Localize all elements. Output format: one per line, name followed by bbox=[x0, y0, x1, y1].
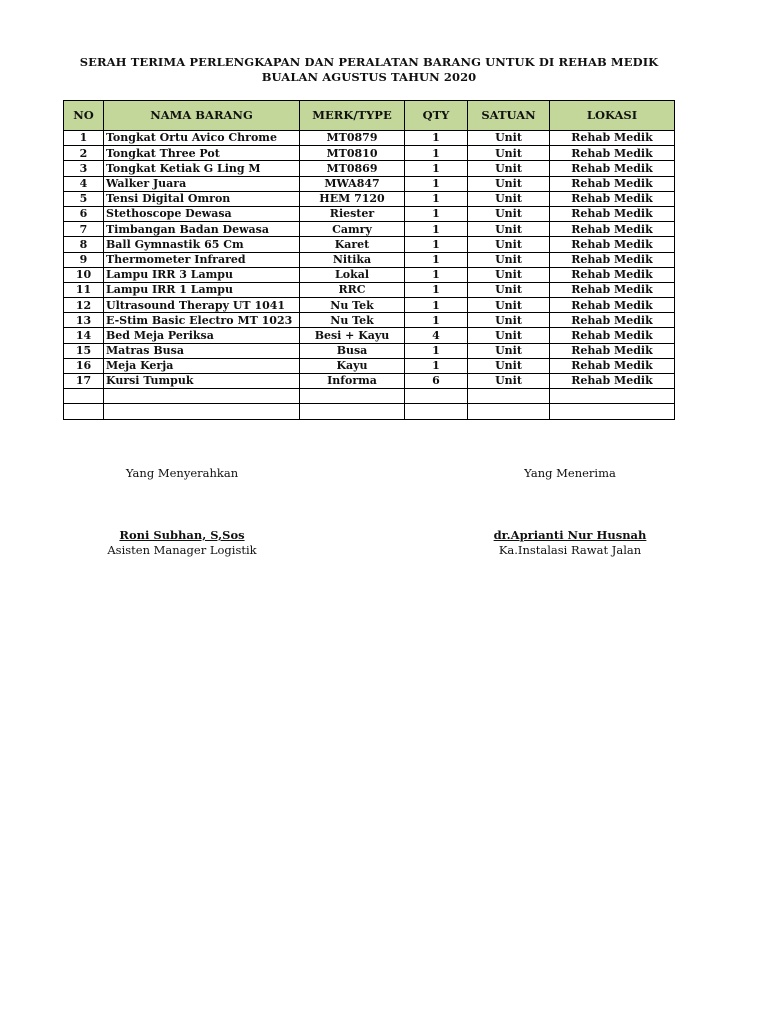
cell-nama-barang: Tongkat Ortu Avico Chrome bbox=[104, 131, 300, 146]
empty-cell bbox=[468, 389, 550, 404]
cell-satuan: Unit bbox=[468, 131, 550, 146]
cell-satuan: Unit bbox=[468, 343, 550, 358]
cell-qty: 1 bbox=[405, 146, 468, 161]
cell-lokasi: Rehab Medik bbox=[550, 161, 675, 176]
empty-cell bbox=[300, 404, 405, 419]
cell-no: 16 bbox=[64, 358, 104, 373]
table-header-row bbox=[64, 101, 675, 131]
cell-merk-type: Lokal bbox=[300, 267, 405, 282]
cell-lokasi: Rehab Medik bbox=[550, 358, 675, 373]
cell-lokasi: Rehab Medik bbox=[550, 146, 675, 161]
cell-lokasi: Rehab Medik bbox=[550, 131, 675, 146]
empty-cell bbox=[104, 389, 300, 404]
cell-lokasi: Rehab Medik bbox=[550, 282, 675, 297]
cell-no: 4 bbox=[64, 176, 104, 191]
cell-no: 6 bbox=[64, 206, 104, 221]
table-row bbox=[64, 282, 675, 297]
cell-no: 1 bbox=[64, 131, 104, 146]
cell-qty: 1 bbox=[405, 237, 468, 252]
cell-merk-type: Nu Tek bbox=[300, 313, 405, 328]
document-title: SERAH TERIMA PERLENGKAPAN DAN PERALATAN BARANG UNTUK DI REHAB MEDIK bbox=[79, 55, 659, 69]
cell-satuan: Unit bbox=[468, 313, 550, 328]
cell-satuan: Unit bbox=[468, 191, 550, 206]
cell-nama-barang: Stethoscope Dewasa bbox=[104, 206, 300, 221]
cell-merk-type: MT0810 bbox=[300, 146, 405, 161]
cell-merk-type: MT0879 bbox=[300, 131, 405, 146]
cell-merk-type: RRC bbox=[300, 282, 405, 297]
cell-lokasi: Rehab Medik bbox=[550, 267, 675, 282]
cell-nama-barang: Ultrasound Therapy UT 1041 bbox=[104, 298, 300, 313]
cell-qty: 6 bbox=[405, 374, 468, 389]
cell-nama-barang: Matras Busa bbox=[104, 343, 300, 358]
cell-no: 12 bbox=[64, 298, 104, 313]
cell-nama-barang: Tongkat Three Pot bbox=[104, 146, 300, 161]
header-satuan: SATUAN bbox=[468, 101, 550, 131]
empty-cell bbox=[64, 404, 104, 419]
cell-nama-barang: Lampu IRR 1 Lampu bbox=[104, 282, 300, 297]
cell-qty: 1 bbox=[405, 131, 468, 146]
empty-cell bbox=[300, 389, 405, 404]
cell-lokasi: Rehab Medik bbox=[550, 298, 675, 313]
cell-qty: 1 bbox=[405, 222, 468, 237]
empty-cell bbox=[550, 404, 675, 419]
empty-table-row bbox=[64, 404, 675, 419]
cell-nama-barang: Thermometer Infrared bbox=[104, 252, 300, 267]
cell-qty: 1 bbox=[405, 313, 468, 328]
cell-satuan: Unit bbox=[468, 282, 550, 297]
left-signer-position: Asisten Manager Logistik bbox=[107, 543, 257, 557]
cell-lokasi: Rehab Medik bbox=[550, 176, 675, 191]
cell-no: 11 bbox=[64, 282, 104, 297]
cell-satuan: Unit bbox=[468, 267, 550, 282]
empty-cell bbox=[550, 389, 675, 404]
cell-satuan: Unit bbox=[468, 374, 550, 389]
table-body bbox=[64, 131, 675, 420]
cell-satuan: Unit bbox=[468, 206, 550, 221]
cell-nama-barang: E-Stim Basic Electro MT 1023 bbox=[104, 313, 300, 328]
empty-cell bbox=[405, 389, 468, 404]
empty-cell bbox=[405, 404, 468, 419]
header-qty: QTY bbox=[405, 101, 468, 131]
cell-satuan: Unit bbox=[468, 176, 550, 191]
left-signer-role: Yang Menyerahkan bbox=[125, 466, 239, 480]
empty-cell bbox=[104, 404, 300, 419]
right-signer-role: Yang Menerima bbox=[524, 466, 616, 480]
cell-lokasi: Rehab Medik bbox=[550, 313, 675, 328]
items-table bbox=[63, 100, 675, 420]
cell-nama-barang: Tongkat Ketiak G Ling M bbox=[104, 161, 300, 176]
cell-satuan: Unit bbox=[468, 161, 550, 176]
empty-table-row bbox=[64, 389, 675, 404]
cell-qty: 1 bbox=[405, 298, 468, 313]
cell-no: 2 bbox=[64, 146, 104, 161]
cell-merk-type: Riester bbox=[300, 206, 405, 221]
cell-qty: 1 bbox=[405, 176, 468, 191]
cell-merk-type: Busa bbox=[300, 343, 405, 358]
empty-cell bbox=[64, 389, 104, 404]
table-row bbox=[64, 374, 675, 389]
cell-no: 9 bbox=[64, 252, 104, 267]
cell-no: 13 bbox=[64, 313, 104, 328]
right-signer-name: dr.Aprianti Nur Husnah bbox=[493, 528, 647, 542]
table-row bbox=[64, 176, 675, 191]
cell-satuan: Unit bbox=[468, 237, 550, 252]
cell-satuan: Unit bbox=[468, 222, 550, 237]
table-row bbox=[64, 131, 675, 146]
table-row bbox=[64, 358, 675, 373]
cell-qty: 4 bbox=[405, 328, 468, 343]
cell-qty: 1 bbox=[405, 267, 468, 282]
cell-qty: 1 bbox=[405, 282, 468, 297]
cell-lokasi: Rehab Medik bbox=[550, 328, 675, 343]
table-row bbox=[64, 222, 675, 237]
cell-no: 5 bbox=[64, 191, 104, 206]
cell-qty: 1 bbox=[405, 161, 468, 176]
table-row bbox=[64, 237, 675, 252]
cell-qty: 1 bbox=[405, 343, 468, 358]
cell-merk-type: Kayu bbox=[300, 358, 405, 373]
cell-merk-type: Nitika bbox=[300, 252, 405, 267]
cell-nama-barang: Walker Juara bbox=[104, 176, 300, 191]
cell-lokasi: Rehab Medik bbox=[550, 206, 675, 221]
cell-qty: 1 bbox=[405, 358, 468, 373]
cell-satuan: Unit bbox=[468, 146, 550, 161]
cell-lokasi: Rehab Medik bbox=[550, 191, 675, 206]
cell-satuan: Unit bbox=[468, 358, 550, 373]
cell-nama-barang: Bed Meja Periksa bbox=[104, 328, 300, 343]
cell-lokasi: Rehab Medik bbox=[550, 343, 675, 358]
empty-cell bbox=[468, 404, 550, 419]
header-no: NO bbox=[64, 101, 104, 131]
table-row bbox=[64, 206, 675, 221]
table-row bbox=[64, 146, 675, 161]
cell-no: 3 bbox=[64, 161, 104, 176]
cell-nama-barang: Kursi Tumpuk bbox=[104, 374, 300, 389]
cell-merk-type: HEM 7120 bbox=[300, 191, 405, 206]
cell-merk-type: Camry bbox=[300, 222, 405, 237]
table-row bbox=[64, 313, 675, 328]
table-row bbox=[64, 343, 675, 358]
cell-merk-type: MWA847 bbox=[300, 176, 405, 191]
cell-no: 10 bbox=[64, 267, 104, 282]
cell-lokasi: Rehab Medik bbox=[550, 374, 675, 389]
cell-merk-type: Nu Tek bbox=[300, 298, 405, 313]
cell-lokasi: Rehab Medik bbox=[550, 252, 675, 267]
table-row bbox=[64, 298, 675, 313]
cell-no: 7 bbox=[64, 222, 104, 237]
cell-qty: 1 bbox=[405, 252, 468, 267]
header-merk-type: MERK/TYPE bbox=[300, 101, 405, 131]
cell-satuan: Unit bbox=[468, 298, 550, 313]
cell-nama-barang: Timbangan Badan Dewasa bbox=[104, 222, 300, 237]
cell-qty: 1 bbox=[405, 206, 468, 221]
table-row bbox=[64, 161, 675, 176]
cell-qty: 1 bbox=[405, 191, 468, 206]
cell-nama-barang: Ball Gymnastik 65 Cm bbox=[104, 237, 300, 252]
cell-nama-barang: Lampu IRR 3 Lampu bbox=[104, 267, 300, 282]
cell-no: 8 bbox=[64, 237, 104, 252]
cell-nama-barang: Tensi Digital Omron bbox=[104, 191, 300, 206]
cell-merk-type: Karet bbox=[300, 237, 405, 252]
cell-nama-barang: Meja Kerja bbox=[104, 358, 300, 373]
table-row bbox=[64, 191, 675, 206]
table-row bbox=[64, 267, 675, 282]
document-subtitle: BUALAN AGUSTUS TAHUN 2020 bbox=[261, 70, 477, 84]
left-signer-name: Roni Subhan, S,Sos bbox=[119, 528, 245, 542]
cell-no: 15 bbox=[64, 343, 104, 358]
table-row bbox=[64, 328, 675, 343]
right-signer-position: Ka.Instalasi Rawat Jalan bbox=[498, 543, 642, 557]
cell-merk-type: MT0869 bbox=[300, 161, 405, 176]
header-nama-barang: NAMA BARANG bbox=[104, 101, 300, 131]
table-row bbox=[64, 252, 675, 267]
cell-no: 17 bbox=[64, 374, 104, 389]
cell-lokasi: Rehab Medik bbox=[550, 222, 675, 237]
header-lokasi: LOKASI bbox=[550, 101, 675, 131]
cell-no: 14 bbox=[64, 328, 104, 343]
cell-lokasi: Rehab Medik bbox=[550, 237, 675, 252]
cell-satuan: Unit bbox=[468, 252, 550, 267]
cell-merk-type: Informa bbox=[300, 374, 405, 389]
cell-merk-type: Besi + Kayu bbox=[300, 328, 405, 343]
cell-satuan: Unit bbox=[468, 328, 550, 343]
